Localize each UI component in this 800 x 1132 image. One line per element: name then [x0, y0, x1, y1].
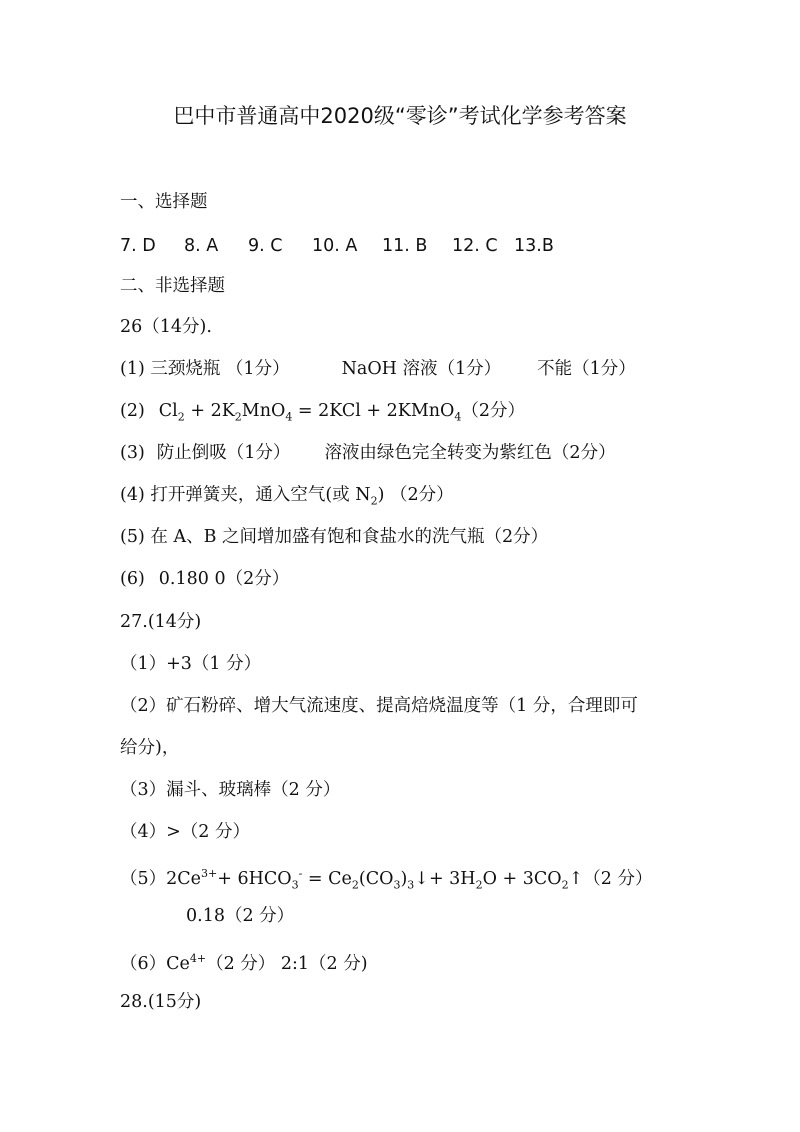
part-number: (3): [120, 443, 145, 463]
q26-part3: (3) 防止倒吸（1分） 溶液由绿色完全转变为紫红色（2分）: [120, 443, 616, 463]
answer-9: 9. C: [248, 236, 283, 256]
q26-part4: (4) 打开弹簧夹，通入空气(或 $N_2$) （2分）: [120, 485, 454, 508]
answer-12: 12. C: [452, 236, 498, 256]
part-number: (1): [120, 359, 145, 379]
q27-part5-value: 0.18（2 分）: [186, 906, 295, 926]
answer-13: 13.B: [514, 236, 554, 256]
q27-part1: （1）+3（1 分）: [120, 654, 262, 674]
q26-heading: 26（14分).: [120, 317, 212, 337]
q27-part6: $(6)Ce^{4+}(2$ 分） 2:1（2 分): [120, 952, 368, 974]
answer-11: 11. B: [382, 236, 428, 256]
q27-part2: （2）矿石粉碎、增大气流速度、提高焙烧温度等（1 分，合理即可: [120, 696, 638, 716]
q26-part6: (6) 0.180 0（2分）: [120, 569, 290, 589]
q26-part1: (1) 三颈烧瓶 （1分） NaOH 溶液（1分） 不能（1分）: [120, 359, 636, 379]
q26-part5: (5) 在 A、B 之间增加盛有饱和食盐水的洗气瓶（2分）: [120, 527, 549, 547]
q26-part2: (2) $Cl_2 + 2K_2MnO_4 = 2KCl$ + 2KMnO$_4$（2分）: [120, 401, 526, 424]
answer-7: 7. D: [120, 236, 156, 256]
section-heading-choice: 一、选择题: [120, 192, 208, 212]
part-number: (4): [120, 485, 145, 505]
q27-part5-equation: $(5)2Ce^{3+}+ 6HCO_3^-$ = $Ce_2(CO_3)_3↓+ 3H_2O$ + $3CO_2↑(2$ 分）: [120, 867, 653, 892]
q27-part2-cont: 给分)，: [120, 738, 180, 758]
section-heading-nonchoice: 二、非选择题: [120, 276, 225, 296]
answer-8: 8. A: [184, 236, 219, 256]
part-number: (6): [120, 569, 145, 589]
q27-heading: 27.(14分): [120, 612, 202, 632]
document-title: 巴中市普通高中2020级“零诊”考试化学参考答案: [173, 104, 627, 128]
answer-10: 10. A: [312, 236, 358, 256]
part-number: (2): [120, 401, 145, 421]
q27-part4: （4）>（2 分）: [120, 822, 250, 842]
q27-part3: （3）漏斗、玻璃棒（2 分）: [120, 780, 341, 800]
q28-heading: 28.(15分): [120, 992, 202, 1012]
part-number: (5): [120, 527, 145, 547]
choice-answers: [120, 232, 554, 260]
